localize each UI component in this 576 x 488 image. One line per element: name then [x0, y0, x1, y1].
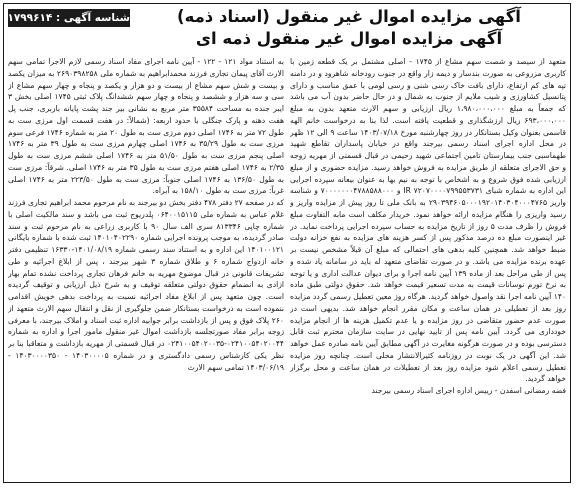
right-paragraph-1: به استناد مواد ۱۲۱ - ۱۲۲ - آیین نامه اجرای مفاد اسناد رسمی لازم الاجرا تمامی سهم الارث آقای پیمان تجاری فرزند محمدابراهیم به شماره ملی ۲۶۹۰۳۹۸۲۵۸ به میزان یکصد و بیست و شش سهم مشاع از بیست و دو هزار و یکصد و پنجاه و چهار سهم مشاع از سی و سه هزار و ششصد و پنجاه و چهار سهم ششدانگ پلاک ثبتی ۱۷۴۵ اصلی بخش ۳ ایبر جنده به مساحت ۳۵۵۸۴ متر مربع به نشانی بیر جند پشت پایانه باربری، جنب پل هفت دهنه و پارک جنگلی با حدود اربعه: (شمالاً: در هفت قسمت اول مرزی ست به طول ۷۲ متر به ۱۷۴۶ اصلی دوم مرزی ست به طول ۲۰ متر به شماره ۱۷۴۶ فرعی سوم مرزی ست به طول ۳۵/۲۹ به ۱۷۴۶ اصلی چهارم مرزی ست به طول ۳۹ متر به ۱۷۴۶ اصلی پنجم مرزی ست به طول ۵۱/۵۰ متر به ۱۷۴۶ اصلی ششم مرزی ست به طول ۲/۳۵ به ۱۷۴۶ اصلی هفتم مرزی ست به طول ۳۵ متر به ۱۷۴۶ اصلی. شرقاً: مرزی ست به طول ۱۳۶/۵۰ به ۱۷۴۶ اصلی جنوباً: مرزی ست به طول ۲۲۳/۵۰ متر به ۱۷۴۶ اصلی غرباً: مرزی ست به طول ۱۵۸/۱۰ به آبراه. [8, 57, 284, 196]
left-paragraph-1: متعهد از سیصد و شصت سهم مشاع از ۱۷۴۵ - اصلی مشتمل بر یک قطعه زمین با کاربری مزروعی به صورت بندسار و دیمه زار واقع در جنوب رودخانه شاهرود و در دامنه تپه های کم ارتفاع، دارای بافت خاک رسی شنی و رسی لومی با عمق مناسب و دارای پتانسیل کشاورزی و شیب ملایم از جنوب به شمال و در حال حاضر بدون آب می باشد که جمعاً به مبلغ ۱،۹۸۰،۰۰۰،۰۰۰ ریال ارزیابی و سهم الارث متعهد بدون به مبلغ ۶۹۳،۰۰۰،۰۰۰ ریال ارزشگذاری و قطعیت یافته است. لذا بنا به درخواست خانم الهه قاسمی بعنوان وکیل بستانکار در روز چهارشنبه مورخ ۱۴۰۳/۰۷/۱۸ ساعت ۹ الی ۱۲ ظهر در محل اداره اجرای اسناد رسمی بیرجند واقع در خیابان پاسداران تقاطع شهید طهماسبی جنب بیمارستان تامین اجتماعی شهید رحیمی در قبال قسمتی از مهریه زوجه و حق الاجرای متعلقه از طریق مزایده به فروش خواهد رسید. مزایده حضوری و از مبلغ ارزیابی شده فوق شروع و به اشخاص با توجه به نیم بها به عنوان بیعانه سپرده اجرایی این اداره به شماره شبای IR ۷۲۰۷۰۰۰۰۷۹۹۵۵۳۷۳۱ و ۷۰۰۰۰۰۰۰۴۷۸۸۵۸۸۰۰۰ و شناسه واریز ۲۹۰۳۹۴۶۰۵۰۰۰۱۹۲۰۱۴۰۳۰۴۰۰۰۴۷۶۵ به بانک ملی تا روز پیش از مزایده واریز و رسید واریزی را هنگام مزایده ارائه خواهد نمود. خریدار مکلف است مابه التفاوت مبلغ فروش را ظرف مدت ۵ روز از تاریخ مزایده به حساب سپرده اجرایی پرداخت نماید. در غیر اینصورت مبلغ ده درصد مذکور پس از کسر هزینه های مزایده به نفع خزانه دولت ضبط خواهد شد. همچنین کلیه بدهی های احتمالی که مبلغ آن قبلاً مشخص نیست بر عهده برنده مزایده می باشد. و در صورت تقاضای متعهد له باید در سامانه یاد شده و پس از طی مراحل بعد از ماده ۱۳۹ آیین نامه اجرا و برای دیوان عدالت اداری و یا توجه به نرخ تورم نوسانات قیمت به مدت تسعیر قیمت خواهد شد. حقوق دولتی طبق ماده ۱۴۰ آیین نامه اجرا نقد واصول خواهد گردید. هرگاه روز معین تعطیل رسمی گردد مزایده روز بعد از تعطیلی در همان ساعت و مکان مقرر انجام خواهد شد. بدیهی است در صورت عدم حضور متقاضی در روز مزایده و یا عدم تکمیل هزینه ها از انجام مزایده خودداری می گردد. آیین نامه پس از تایید نهایی در سایت سازمان محترم ثبت قابل دسترسی بوده و در صورت هرگونه مغایرت در آگهی مطابق آیین نامه صادره عمل خواهد شد. این آگهی در یک نوبت در روزنامه کثیرالانتشار محلی است. چنانچه روز مزایده تعطیل رسمی اعلام شود مزایده روز بعد از تعطیلات در همان ساعت و محل برگزار خواهد گردید. [290, 57, 566, 384]
notice-title-2: آگهی مزایده اموال غیر منقول ذمه ای [195, 29, 503, 48]
left-column [290, 56, 566, 480]
notice-id-badge: شناسه آگهی : ۱۷۹۹۶۱۴ [8, 9, 130, 27]
notice-title-1: آگهی مزایده اموال غیر منقول (اسناد ذمه) [177, 7, 521, 26]
notice-body [8, 56, 566, 480]
signature-line: فضه رمضانی اسفدن - رییس اداره اجرای اسناد رسمی بیرجند [371, 386, 566, 395]
notice-header [4, 4, 570, 56]
auction-notice [3, 3, 571, 483]
notice-titles [134, 6, 564, 50]
right-paragraph-2: که در صفحه ۲۷ دفتر ۴۷۸ دفتر بخش دو بیرجند به نام مرحوم محمد ابراهیم تجاری فرزند غلام عباس به شماره ملی ۰۶۴۰۰۱۵۱۱۵ پلدریوج ثبت می باشد و سند مالکیت اصلی با شماره چاپی ۸۱۳۳۴۶ سری الف سال ۹۰ با کاربری زراعی به نام مرحوم ثبت و سند صادر گردیده، به موجب پرونده اجرایی شماره ۱۴۰۱۰۴۰۲۲۹۰ ثبت شده با شماره بایگانی ۱۴۰۱۰۰۱۲۱ این اداره و به استناد سند رسمی شماره ۱۴۰۱/۰۸/۱۹-۱۶۳۳۰ تنظیمی دفتر خانه ازدواج شماره ۶ و طلاق شماره ۳ شهر بیرجند ، پس از ابلاغ اجرائیه و طی تشریفات قانونی در قبال موضوع مهریه به خانم فرهان تجاری پرداخت نشده تمام بهار ازادی به انضمام حقوق دولتی متعلقه توقیف و به شرح ذیل ارزیابی و توقیف گردیده است. چون متعهد پس از ابلاغ مفاد اجرائیه نسبت به پرداخت بدهی خویش اقدامی ننموده است به درخواست بستانکار ضمن جلوگیری از نقل و انتقال سهم الارث متعهد از ۲۶۰ پلاک فوق و پس از بازداشت برابر جوابیه اداره ثبت اسناد و املاک بیرجند، با معرفی زوجه برابر مفاد صورتجلسه بازداشت اموال غیر منقول مامور اجرا و اداره به شماره ۰۲۴۱۰۰۵۴۰۲۰۰۴۴-۰۲۴۱۰۰۵۴۰۲۰۰۳۵ در قبال قسمتی از مهریه بازداشت و متعاقبا بنا بر نظر یکی کارشناس رسمی دادگستری و در شماره ۱۴۰۳۰۰۰۰۵ - ۱۴۰۳۰۰۰۰۳۵۰ - ۱۴۰۳/۰۶/۱۹ تمامی سهم الارث [8, 198, 284, 372]
right-column [8, 56, 284, 480]
